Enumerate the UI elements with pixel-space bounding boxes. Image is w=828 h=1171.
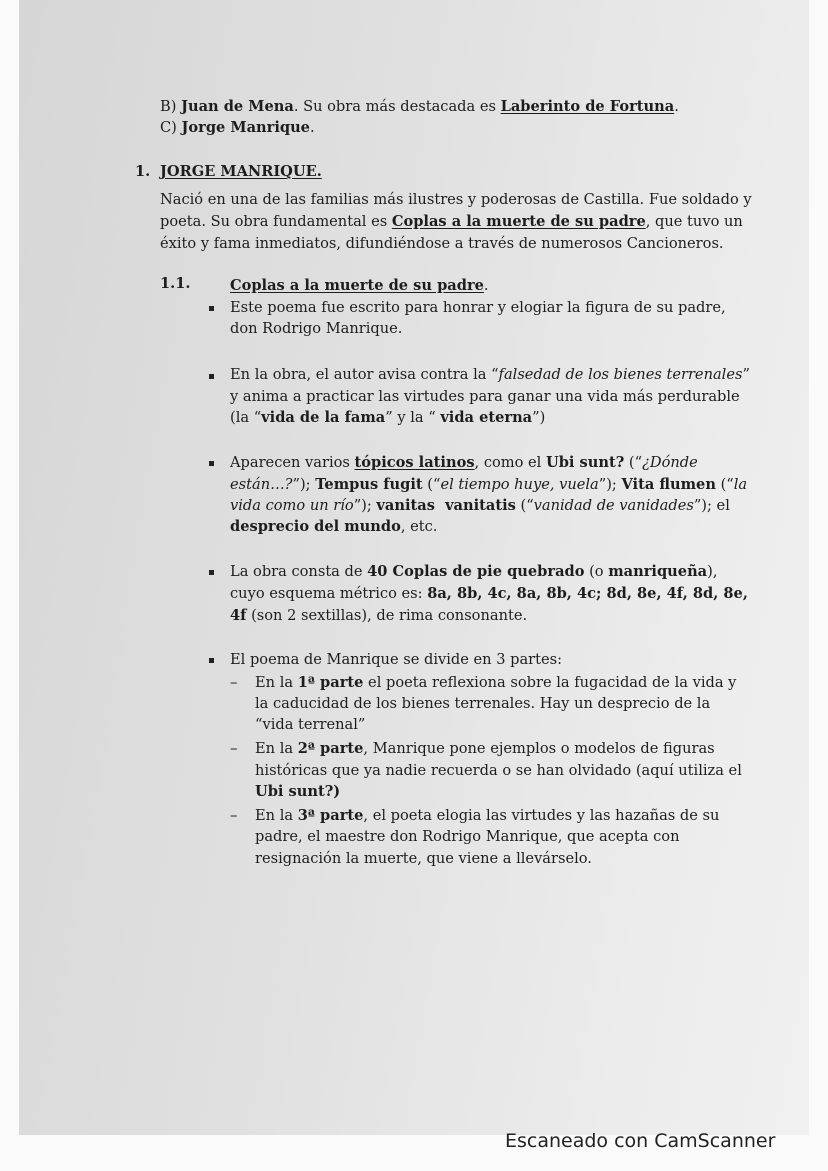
bullet1-line-1: Este poema fue escrito para honrar y elogiar la figura de su padre, [230,299,726,316]
b3-l2i3: la [733,476,748,493]
b3-l3b: vanitas vanitatis [376,497,516,514]
p1-b: 1ª parte [297,674,364,691]
b3-l1b: tópicos latinos [354,454,475,471]
b4-l1e: ), [707,563,718,580]
b3-l2c: (“ [422,476,441,493]
b2-l3b1: vida de la fama [261,409,386,426]
b3-l2b: Tempus fugit [315,476,423,493]
b3-l1d: Ubi sunt? [546,454,625,471]
p2-c: , Manrique pone ejemplos o modelos de figuras [363,740,715,757]
b2-l1a: En la obra, el autor avisa contra la “ [230,366,499,383]
item-c-label: C) [160,119,177,136]
item-b-label: B) [160,98,177,115]
b4-l1a: La obra consta de [230,563,368,580]
subsection-number: 1.1. [160,275,191,292]
bullet3-line-1 [230,453,698,473]
b3-l4b: desprecio del mundo [230,518,401,535]
b3-l2i2: el tiempo huye, vuela [440,476,599,493]
part3-line-1 [255,806,719,826]
b3-l2d: ”); [598,476,622,493]
bullet1-line-2: don Rodrigo Manrique. [230,320,403,337]
item-c [160,118,315,138]
b3-l3c: (“ [515,497,534,514]
section-title: JORGE MANRIQUE. [160,163,322,180]
part3-line-2: padre, el maestre don Rodrigo Manrique, que acepta con [255,828,680,845]
subsection-title [230,276,489,296]
bullet2-line-3 [230,408,545,428]
p2-a: En la [255,740,298,757]
section-paragraph-line-2 [160,212,743,232]
section-paragraph-line-3: éxito y fama inmediatos, difundiéndose a través de numerosos Cancioneros. [160,235,724,252]
b4-l1b: 40 Coplas de pie quebrado [367,563,585,580]
p3-a: En la [255,807,298,824]
b4-l1c: (o [584,563,609,580]
subsection-title-text: Coplas a la muerte de su padre [230,277,484,294]
b3-l2a: ”); [292,476,316,493]
b2-l1b: ” [742,366,750,383]
b2-l3d: ”) [532,409,546,426]
b4-l3b: 4f [230,607,247,624]
section-paragraph-line-1: Nació en una de las familias más ilustres y poderosas de Castilla. Fue soldado y [160,191,752,208]
item-c-end: . [309,119,315,136]
part1-line-2: la caducidad de los bienes terrenales. Hay un desprecio de la [255,695,711,712]
p2-b: 2ª parte [297,740,364,757]
bullet2-line-1 [230,365,750,385]
b4-l3a: (son 2 sextillas), de rima consonante. [246,607,528,624]
item-b-work: Laberinto de Fortuna [500,98,675,115]
bullet-marker [209,461,214,466]
item-b-text: . Su obra más destacada es [293,98,501,115]
b2-l3c: ” y la “ [385,409,441,426]
b4-l2a: cuyo esquema métrico es: [230,585,428,602]
b3-l1e: (“ [624,454,643,471]
p1-a: En la [255,674,298,691]
bullet3-line-2 [230,475,747,495]
p3-c: , el poeta elogia las virtudes y las hazañas de su [363,807,720,824]
b4-l1d: manriqueña [608,563,708,580]
b3-l2i: están…? [230,476,293,493]
item-b-author: Juan de Mena [181,98,294,115]
b2-l1i: falsedad de los bienes terrenales [498,366,743,383]
dash-marker: – [230,673,238,691]
part3-line-3: resignación la muerte, que viene a llevárselo. [255,850,592,867]
bullet4-line-3 [230,606,527,626]
bullet4-line-1 [230,562,718,582]
part1-line-3: “vida terrenal” [255,716,366,733]
b3-l3i: vida como un río [230,497,354,514]
b3-l1c: , como el [474,454,546,471]
item-c-author: Jorge Manrique [181,119,310,136]
part2-line-3: Ubi sunt?) [255,783,341,800]
bullet2-line-2: y anima a practicar las virtudes para ganar una vida más perdurable [230,388,740,405]
b2-l3b2: vida eterna [440,409,533,426]
b3-l2f: (“ [715,476,734,493]
b3-l1i: ¿Dónde [642,454,698,471]
p3-b: 3ª parte [297,807,364,824]
p2-end: , que tuvo un [645,213,743,230]
p1-c: el poeta reflexiona sobre la fugacidad de la vida y [363,674,737,691]
p2-text: poeta. Su obra fundamental es [160,213,392,230]
part2-line-2: históricas que ya nadie recuerda o se han olvidado (aquí utiliza el [255,762,742,779]
bullet3-line-4 [230,517,437,537]
b2-l3a: (la “ [230,409,262,426]
item-b-end: . [674,98,679,115]
b3-l1a: Aparecen varios [230,454,355,471]
b3-l4a: , etc. [400,518,438,535]
dash-marker: – [230,739,238,757]
bullet3-line-3 [230,496,730,516]
item-b [160,97,679,117]
bullet-marker [209,374,214,379]
b3-l3i2: vanidad de vanidades [533,497,694,514]
bullet-marker [209,570,214,575]
subsection-title-end: . [483,277,489,294]
b3-l3d: ”); el [693,497,730,514]
bullet-marker [209,658,214,663]
scanner-watermark: Escaneado con CamScanner [505,1130,776,1152]
b3-l2e: Vita flumen [621,476,716,493]
part1-line-1 [255,673,736,693]
b4-l2b: 8a, 8b, 4c, 8a, 8b, 4c; 8d, 8e, 4f, 8d, 8e, [427,585,748,602]
b3-l3a: ”); [353,497,377,514]
bullet5-line-1: El poema de Manrique se divide en 3 partes: [230,651,563,668]
bullet-marker [209,306,214,311]
part2-line-1 [255,739,715,759]
section-number: 1. [135,163,151,180]
dash-marker: – [230,806,238,824]
bullet4-line-2 [230,584,748,604]
p2-work: Coplas a la muerte de su padre [391,213,646,230]
